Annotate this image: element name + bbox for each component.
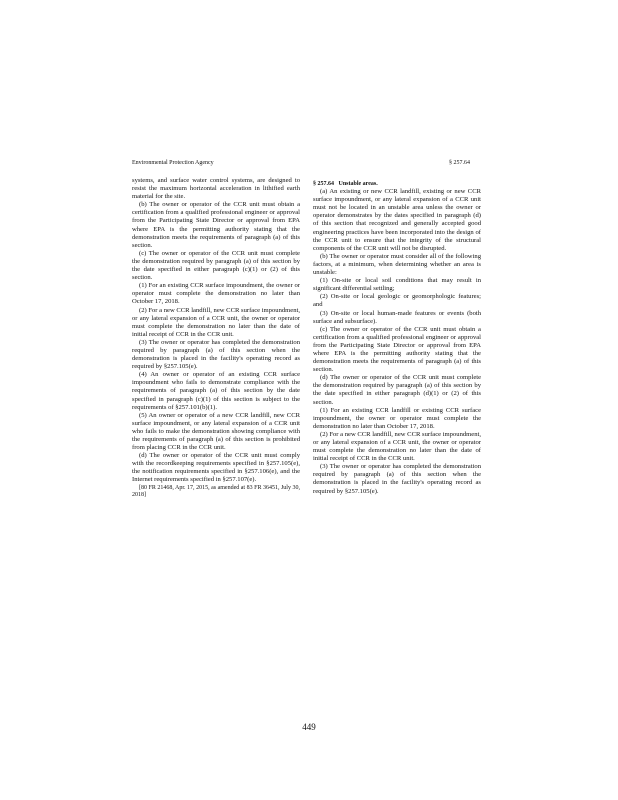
paragraph: (3) The owner or operator has completed the demonstration required by paragraph (a) of this section when the demonstration is placed in the facility's operating record as required by §257.105(e). — [132, 338, 300, 371]
paragraph: (d) The owner or operator of the CCR unit must comply with the recordkeeping requirements specified in §257.105(e), the notification requirements specified in §257.106(e), and the Internet requirements specified in §257.107(e). — [132, 452, 300, 484]
paragraph: (a) An existing or new CCR landfill, existing or new CCR surface impoundment, or any lateral expansion of a CCR unit must not be located in an unstable area unless the owner or operator demonstrates by the dates specified in paragraph (d) of this section that recognized and generally accepted good engineering practices have been incorporated into the design of the CCR unit to ensure that the integrity of the structural components of the CCR unit will not be disrupted. — [313, 188, 481, 252]
paragraph: (5) An owner or operator of a new CCR landfill, new CCR surface impoundment, or any lateral expansion of a CCR unit who fails to make the demonstration showing compliance with the requirements of paragraph (a) of this section is prohibited from placing CCR in the CCR unit. — [132, 411, 300, 452]
paragraph: (d) The owner or operator of the CCR unit must complete the demonstration required by paragraph (a) of this section by the date specified in either paragraph (d)(1) or (2) of this section. — [313, 374, 481, 406]
paragraph: (1) On-site or local soil conditions that may result in significant differential settling; — [313, 277, 481, 293]
page-number: 449 — [302, 722, 316, 732]
paragraph: (4) An owner or operator of an existing CCR surface impoundment who fails to demonstrate compliance with the requirements of paragraph (a) of this section by the date specified in paragraph (c)(1) of this section is subject to the requirements of §257.101(b)(1). — [132, 371, 300, 411]
source-citation: [80 FR 21468, Apr. 17, 2015, as amended at 83 FR 36451, July 30, 2018] — [132, 484, 300, 499]
paragraph: (2) For a new CCR landfill, new CCR surface impoundment, or any lateral expansion of a CCR unit, the owner or operator must complete the demonstration no later than the date of initial receipt of CCR in the CCR unit. — [313, 430, 481, 463]
paragraph: (c) The owner or operator of the CCR unit must obtain a certification from a qualified professional engineer or approval from the Participating State Director or approval from EPA where EPA is the permitting authority stating that the demonstration meets the requirements of paragraph (a) of this section. — [313, 325, 481, 374]
paragraph: (3) On-site or local human-made features or events (both surface and subsurface). — [313, 309, 481, 325]
paragraph: (2) On-site or local geologic or geomorphologic features; and — [313, 293, 481, 309]
paragraph: (1) For an existing CCR landfill or existing CCR surface impoundment, the owner or operator must complete the demonstration no later than October 17, 2018. — [313, 406, 481, 430]
paragraph: (b) The owner or operator of the CCR unit must obtain a certification from a qualified professional engineer or approval from the Participating State Director or approval from EPA where EPA is the permitting authority stating that the demonstration meets the requirements of paragraph (a) of this section. — [132, 201, 300, 249]
paragraph: (b) The owner or operator must consider all of the following factors, at a minimum, when determining whether an area is unstable: — [313, 252, 481, 277]
left-column — [132, 177, 300, 500]
paragraph: systems, and surface water control systems, are designed to resist the maximum horizontal acceleration in lithified earth material for the site. — [132, 177, 300, 201]
section-number: § 257.64 — [313, 181, 334, 187]
paragraph: (2) For a new CCR landfill, new CCR surface impoundment, or any lateral expansion of a CCR unit, the owner or operator must complete the demonstration no later than the date of initial receipt of CCR in the CCR unit. — [132, 306, 300, 338]
paragraph: (3) The owner or operator has completed the demonstration required by paragraph (a) of this section when the demonstration is placed in the facility's operating record as required by §257.105(e). — [313, 463, 481, 495]
paragraph: (1) For an existing CCR surface impoundment, the owner or operator must complete the demonstration no later than October 17, 2018. — [132, 282, 300, 306]
running-header-right: § 257.64 — [449, 160, 470, 166]
section-heading — [313, 180, 481, 188]
paragraph: (c) The owner or operator of the CCR unit must complete the demonstration required by paragraph (a) of this section by the date specified in either paragraph (c)(1) or (2) of this section. — [132, 249, 300, 282]
section-title: Unstable areas. — [338, 181, 378, 187]
running-header-left: Environmental Protection Agency — [132, 160, 214, 166]
right-column — [313, 180, 481, 496]
